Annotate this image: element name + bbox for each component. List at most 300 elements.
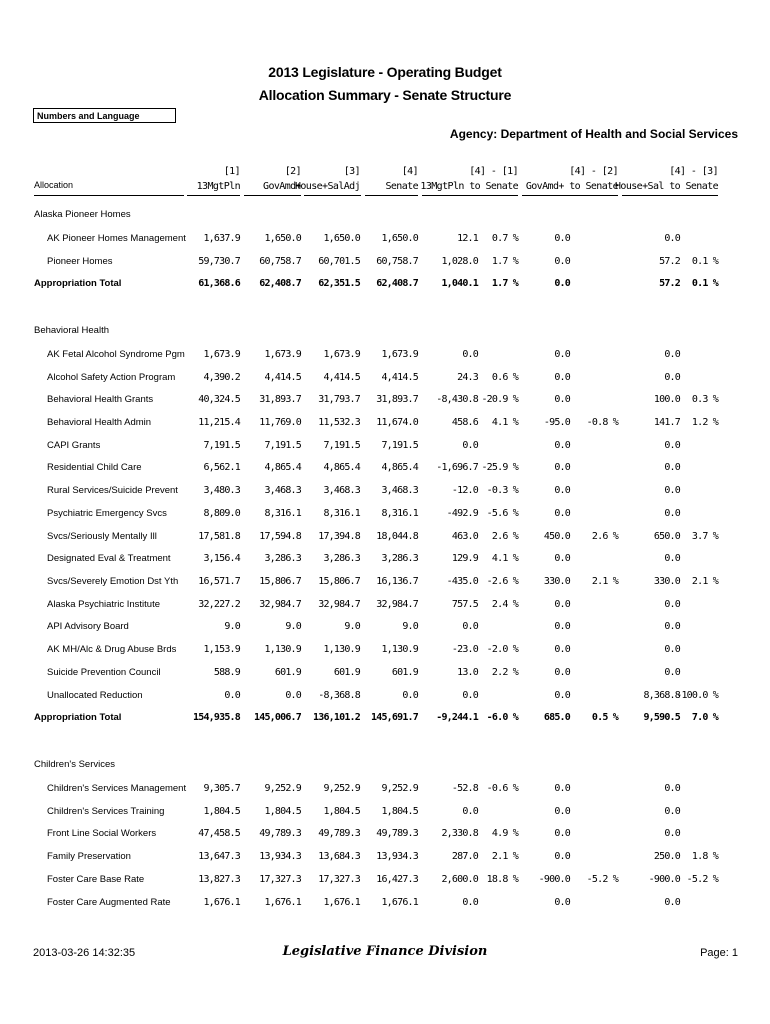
cell-value: 32,984.7 xyxy=(376,599,418,610)
row-label: Foster Care Base Rate xyxy=(47,874,145,885)
row-label: CAPI Grants xyxy=(47,440,101,451)
cell-value: 32,984.7 xyxy=(259,599,301,610)
cell-value: 0.0 xyxy=(554,621,570,632)
row-label: Children's Services Management xyxy=(47,783,187,794)
cell-value: 2.1 % xyxy=(591,576,618,587)
cell-value: 49,789.3 xyxy=(318,828,360,839)
cell-value: 129.9 xyxy=(451,553,478,564)
cell-value: 0.0 xyxy=(664,828,680,839)
cell-value: 330.0 xyxy=(653,576,680,587)
header-rule xyxy=(622,195,718,196)
cell-value: 2.6 % xyxy=(491,531,518,542)
cell-value: 0.0 xyxy=(554,462,570,473)
row-label: Appropriation Total xyxy=(34,278,122,289)
cell-value: 0.0 xyxy=(554,508,570,519)
header-c4-name: Senate xyxy=(385,181,418,192)
cell-value: 1,673.9 xyxy=(203,349,240,360)
row-label: Residential Child Care xyxy=(47,462,142,473)
cell-value: 1,676.1 xyxy=(323,897,360,908)
cell-value: 2,330.8 xyxy=(441,828,478,839)
table-row xyxy=(0,233,770,251)
cell-value: 601.9 xyxy=(391,667,418,678)
numbers-language-tag: Numbers and Language xyxy=(33,108,176,123)
cell-value: 136,101.2 xyxy=(313,712,360,723)
section-header xyxy=(0,759,770,777)
cell-value: 47,458.5 xyxy=(198,828,240,839)
row-label: Behavioral Health Grants xyxy=(47,394,154,405)
cell-value: 0.0 xyxy=(554,233,570,244)
table-row xyxy=(0,851,770,869)
cell-value: 57.2 xyxy=(659,278,680,289)
cell-value: -23.0 xyxy=(451,644,478,655)
cell-value: 0.0 xyxy=(224,690,240,701)
cell-value: 0.0 xyxy=(664,233,680,244)
cell-value: 32,984.7 xyxy=(318,599,360,610)
cell-value: 0.0 xyxy=(462,349,478,360)
cell-value: 13.0 xyxy=(457,667,478,678)
section-header xyxy=(0,209,770,227)
row-label: Svcs/Severely Emotion Dst Yth xyxy=(47,576,179,587)
cell-value: 1,040.1 xyxy=(441,278,478,289)
cell-value: 24.3 xyxy=(457,372,478,383)
cell-value: 60,701.5 xyxy=(318,256,360,267)
cell-value: 4,414.5 xyxy=(264,372,301,383)
cell-value: 0.6 % xyxy=(491,372,518,383)
cell-value: 0.0 xyxy=(664,667,680,678)
cell-value: 100.0 xyxy=(653,394,680,405)
appropriation-total-row xyxy=(0,712,770,730)
cell-value: 0.0 xyxy=(554,349,570,360)
cell-value: 0.0 xyxy=(554,783,570,794)
cell-value: 1.2 % xyxy=(691,417,718,428)
cell-value: -20.9 % xyxy=(481,394,518,405)
table-row xyxy=(0,485,770,503)
cell-value: 0.5 % xyxy=(591,712,618,723)
cell-value: 0.0 xyxy=(554,828,570,839)
cell-value: 1,130.9 xyxy=(264,644,301,655)
cell-value: 15,806.7 xyxy=(259,576,301,587)
table-row xyxy=(0,874,770,892)
row-label: Rural Services/Suicide Prevent xyxy=(47,485,178,496)
table-row xyxy=(0,576,770,594)
cell-value: 0.0 xyxy=(664,462,680,473)
cell-value: 9,252.9 xyxy=(381,783,418,794)
cell-value: 9.0 xyxy=(344,621,360,632)
section-title: Alaska Pioneer Homes xyxy=(34,209,131,220)
cell-value: 601.9 xyxy=(274,667,301,678)
cell-value: 8,316.1 xyxy=(381,508,418,519)
cell-value: -25.9 % xyxy=(481,462,518,473)
cell-value: 141.7 xyxy=(653,417,680,428)
table-row xyxy=(0,417,770,435)
cell-value: 154,935.8 xyxy=(193,712,240,723)
cell-value: 13,684.3 xyxy=(318,851,360,862)
table-row xyxy=(0,599,770,617)
cell-value: 49,789.3 xyxy=(376,828,418,839)
cell-value: 0.0 xyxy=(554,553,570,564)
cell-value: 2.4 % xyxy=(491,599,518,610)
cell-value: 1,650.0 xyxy=(381,233,418,244)
row-label: Psychiatric Emergency Svcs xyxy=(47,508,167,519)
cell-value: 2.2 % xyxy=(491,667,518,678)
cell-value: 2.1 % xyxy=(491,851,518,862)
table-row xyxy=(0,690,770,708)
header-rule xyxy=(522,195,618,196)
report-subtitle: Allocation Summary - Senate Structure xyxy=(258,87,512,103)
header-rule xyxy=(365,195,418,196)
cell-value: 463.0 xyxy=(451,531,478,542)
cell-value: 450.0 xyxy=(543,531,570,542)
cell-value: 0.0 xyxy=(664,508,680,519)
row-label: API Advisory Board xyxy=(47,621,129,632)
cell-value: 3,468.3 xyxy=(264,485,301,496)
cell-value: 8,316.1 xyxy=(264,508,301,519)
cell-value: 9.0 xyxy=(285,621,301,632)
row-label: Children's Services Training xyxy=(47,806,165,817)
cell-value: 13,934.3 xyxy=(259,851,301,862)
report-title: 2013 Legislature - Operating Budget xyxy=(268,64,502,80)
cell-value: 61,368.6 xyxy=(198,278,240,289)
cell-value: 0.0 xyxy=(664,806,680,817)
cell-value: 17,327.3 xyxy=(318,874,360,885)
cell-value: 31,893.7 xyxy=(376,394,418,405)
header-c4-num: [4] xyxy=(401,166,418,177)
cell-value: 0.0 xyxy=(664,440,680,451)
cell-value: -492.9 xyxy=(446,508,478,519)
cell-value: 1,673.9 xyxy=(264,349,301,360)
cell-value: 49,789.3 xyxy=(259,828,301,839)
cell-value: -435.0 xyxy=(446,576,478,587)
cell-value: 32,227.2 xyxy=(198,599,240,610)
cell-value: 0.0 xyxy=(554,644,570,655)
cell-value: 2.6 % xyxy=(591,531,618,542)
cell-value: 4,414.5 xyxy=(381,372,418,383)
cell-value: 0.0 xyxy=(554,851,570,862)
row-label: Appropriation Total xyxy=(34,712,122,723)
header-c2-name: GovAmd+ xyxy=(263,181,301,192)
header-allocation: Allocation xyxy=(34,180,74,190)
cell-value: 0.0 xyxy=(554,690,570,701)
cell-value: 7,191.5 xyxy=(203,440,240,451)
cell-value: 0.0 xyxy=(554,599,570,610)
header-d1-num: [4] - [1] xyxy=(469,166,518,177)
table-row xyxy=(0,667,770,685)
table-row xyxy=(0,644,770,662)
cell-value: 0.0 xyxy=(664,621,680,632)
cell-value: 330.0 xyxy=(543,576,570,587)
row-label: Designated Eval & Treatment xyxy=(47,553,171,564)
cell-value: -5.2 % xyxy=(686,874,718,885)
header-rule xyxy=(244,195,301,196)
header-rule xyxy=(187,195,240,196)
cell-value: 16,427.3 xyxy=(376,874,418,885)
cell-value: 12.1 xyxy=(457,233,478,244)
cell-value: 7,191.5 xyxy=(323,440,360,451)
cell-value: 16,571.7 xyxy=(198,576,240,587)
cell-value: 1,028.0 xyxy=(441,256,478,267)
row-label: Alcohol Safety Action Program xyxy=(47,372,176,383)
cell-value: 0.0 xyxy=(664,599,680,610)
cell-value: 1.7 % xyxy=(491,278,518,289)
row-label: Front Line Social Workers xyxy=(47,828,157,839)
cell-value: 1,153.9 xyxy=(203,644,240,655)
cell-value: 16,136.7 xyxy=(376,576,418,587)
section-title: Behavioral Health xyxy=(34,325,109,336)
cell-value: 0.0 xyxy=(664,485,680,496)
row-label: Pioneer Homes xyxy=(47,256,113,267)
cell-value: 4,390.2 xyxy=(203,372,240,383)
row-label: Family Preservation xyxy=(47,851,131,862)
cell-value: 7,191.5 xyxy=(264,440,301,451)
table-row xyxy=(0,508,770,526)
cell-value: 3,156.4 xyxy=(203,553,240,564)
cell-value: 1,804.5 xyxy=(323,806,360,817)
cell-value: 0.0 xyxy=(664,372,680,383)
cell-value: 1,804.5 xyxy=(203,806,240,817)
cell-value: 15,806.7 xyxy=(318,576,360,587)
header-rule xyxy=(34,195,184,196)
cell-value: 13,934.3 xyxy=(376,851,418,862)
cell-value: 0.0 xyxy=(664,553,680,564)
cell-value: 145,691.7 xyxy=(371,712,418,723)
row-label: Foster Care Augmented Rate xyxy=(47,897,171,908)
cell-value: 13,827.3 xyxy=(198,874,240,885)
table-row xyxy=(0,372,770,390)
table-row xyxy=(0,897,770,915)
cell-value: 0.0 xyxy=(664,349,680,360)
section-title: Children's Services xyxy=(34,759,116,770)
cell-value: 0.0 xyxy=(285,690,301,701)
cell-value: 11,215.4 xyxy=(198,417,240,428)
cell-value: 287.0 xyxy=(451,851,478,862)
cell-value: 6,562.1 xyxy=(203,462,240,473)
cell-value: -100.0 % xyxy=(676,690,718,701)
header-rule xyxy=(304,195,361,196)
cell-value: 1,130.9 xyxy=(323,644,360,655)
cell-value: 3,286.3 xyxy=(323,553,360,564)
cell-value: 0.0 xyxy=(554,485,570,496)
cell-value: 17,394.8 xyxy=(318,531,360,542)
cell-value: 4,865.4 xyxy=(381,462,418,473)
table-row xyxy=(0,256,770,274)
cell-value: 145,006.7 xyxy=(254,712,301,723)
cell-value: 0.0 xyxy=(554,256,570,267)
cell-value: 18.8 % xyxy=(486,874,518,885)
cell-value: 62,408.7 xyxy=(259,278,301,289)
table-row xyxy=(0,828,770,846)
cell-value: 1.8 % xyxy=(691,851,718,862)
cell-value: 1,676.1 xyxy=(381,897,418,908)
cell-value: 59,730.7 xyxy=(198,256,240,267)
table-row xyxy=(0,621,770,639)
cell-value: 3,468.3 xyxy=(323,485,360,496)
cell-value: 1,650.0 xyxy=(323,233,360,244)
header-d2-name: GovAmd+ to Senate xyxy=(525,181,618,192)
cell-value: 0.3 % xyxy=(691,394,718,405)
footer-timestamp: 2013-03-26 14:32:35 xyxy=(33,947,136,959)
section-header xyxy=(0,325,770,343)
cell-value: 0.0 xyxy=(664,644,680,655)
cell-value: 757.5 xyxy=(451,599,478,610)
cell-value: 1,676.1 xyxy=(264,897,301,908)
row-label: Alaska Psychiatric Institute xyxy=(47,599,160,610)
cell-value: 601.9 xyxy=(333,667,360,678)
cell-value: 0.0 xyxy=(664,897,680,908)
cell-value: 0.0 xyxy=(664,783,680,794)
table-row xyxy=(0,394,770,412)
cell-value: 17,581.8 xyxy=(198,531,240,542)
agency-label: Agency: Department of Health and Social Services xyxy=(449,127,738,141)
cell-value: 0.0 xyxy=(554,897,570,908)
cell-value: -1,696.7 xyxy=(436,462,478,473)
cell-value: -12.0 xyxy=(451,485,478,496)
cell-value: 31,893.7 xyxy=(259,394,301,405)
cell-value: 4.9 % xyxy=(491,828,518,839)
header-c3-name: House+SalAdj xyxy=(294,181,360,192)
cell-value: 60,758.7 xyxy=(259,256,301,267)
cell-value: -8,368.8 xyxy=(318,690,360,701)
header-rule xyxy=(422,195,518,196)
cell-value: 8,809.0 xyxy=(203,508,240,519)
cell-value: -900.0 xyxy=(648,874,680,885)
cell-value: 3.7 % xyxy=(691,531,718,542)
cell-value: 1,804.5 xyxy=(381,806,418,817)
table-row xyxy=(0,349,770,367)
cell-value: -8,430.8 xyxy=(436,394,478,405)
row-label: AK MH/Alc & Drug Abuse Brds xyxy=(47,644,177,655)
header-d3-name: House+Sal to Senate xyxy=(615,181,718,192)
cell-value: 8,316.1 xyxy=(323,508,360,519)
cell-value: 40,324.5 xyxy=(198,394,240,405)
table-row xyxy=(0,553,770,571)
cell-value: 9,252.9 xyxy=(264,783,301,794)
table-row xyxy=(0,440,770,458)
cell-value: 0.0 xyxy=(554,806,570,817)
header-d2-num: [4] - [2] xyxy=(569,166,618,177)
header-c1-num: [1] xyxy=(223,166,240,177)
cell-value: 9,590.5 xyxy=(643,712,680,723)
cell-value: 11,769.0 xyxy=(259,417,301,428)
cell-value: 3,286.3 xyxy=(264,553,301,564)
cell-value: 60,758.7 xyxy=(376,256,418,267)
footer-page-number: Page: 1 xyxy=(700,947,738,959)
cell-value: 458.6 xyxy=(451,417,478,428)
cell-value: -6.0 % xyxy=(486,712,518,723)
cell-value: 0.0 xyxy=(462,690,478,701)
header-c1-name: 13MgtPln xyxy=(196,181,240,192)
cell-value: 0.0 xyxy=(554,440,570,451)
cell-value: 685.0 xyxy=(543,712,570,723)
row-label: Behavioral Health Admin xyxy=(47,417,152,428)
cell-value: -52.8 xyxy=(451,783,478,794)
row-label: AK Pioneer Homes Management xyxy=(47,233,186,244)
cell-value: 588.9 xyxy=(213,667,240,678)
cell-value: 1,804.5 xyxy=(264,806,301,817)
cell-value: 7,191.5 xyxy=(381,440,418,451)
header-c2-num: [2] xyxy=(284,166,301,177)
cell-value: 3,480.3 xyxy=(203,485,240,496)
cell-value: 17,594.8 xyxy=(259,531,301,542)
cell-value: 8,368.8 xyxy=(643,690,680,701)
cell-value: 18,044.8 xyxy=(376,531,418,542)
cell-value: 17,327.3 xyxy=(259,874,301,885)
cell-value: 2,600.0 xyxy=(441,874,478,885)
cell-value: -2.6 % xyxy=(486,576,518,587)
cell-value: 2.1 % xyxy=(691,576,718,587)
header-c3-num: [3] xyxy=(343,166,360,177)
cell-value: -95.0 xyxy=(543,417,570,428)
appropriation-total-row xyxy=(0,278,770,296)
cell-value: 13,647.3 xyxy=(198,851,240,862)
cell-value: 1,130.9 xyxy=(381,644,418,655)
cell-value: 1,650.0 xyxy=(264,233,301,244)
cell-value: 7.0 % xyxy=(691,712,718,723)
cell-value: 31,793.7 xyxy=(318,394,360,405)
cell-value: 250.0 xyxy=(653,851,680,862)
cell-value: 650.0 xyxy=(653,531,680,542)
table-row xyxy=(0,783,770,801)
cell-value: 57.2 xyxy=(659,256,680,267)
cell-value: 3,286.3 xyxy=(381,553,418,564)
table-row xyxy=(0,806,770,824)
cell-value: 11,674.0 xyxy=(376,417,418,428)
footer-division-logo: Legislative Finance Division xyxy=(282,944,488,959)
cell-value: 0.7 % xyxy=(491,233,518,244)
row-label: Suicide Prevention Council xyxy=(47,667,161,678)
row-label: AK Fetal Alcohol Syndrome Pgm xyxy=(47,349,185,360)
cell-value: 0.0 xyxy=(554,372,570,383)
header-d3-num: [4] - [3] xyxy=(669,166,718,177)
cell-value: 9,252.9 xyxy=(323,783,360,794)
cell-value: 1,637.9 xyxy=(203,233,240,244)
cell-value: 0.1 % xyxy=(691,256,718,267)
header-d1-name: 13MgtPln to Senate xyxy=(420,181,518,192)
cell-value: 11,532.3 xyxy=(318,417,360,428)
cell-value: -2.0 % xyxy=(486,644,518,655)
table-row xyxy=(0,462,770,480)
cell-value: 4,865.4 xyxy=(264,462,301,473)
cell-value: -0.8 % xyxy=(586,417,618,428)
cell-value: 0.0 xyxy=(462,440,478,451)
cell-value: -0.3 % xyxy=(486,485,518,496)
cell-value: 0.0 xyxy=(462,897,478,908)
cell-value: 0.1 % xyxy=(691,278,718,289)
cell-value: 3,468.3 xyxy=(381,485,418,496)
cell-value: 0.0 xyxy=(462,806,478,817)
cell-value: 1,676.1 xyxy=(203,897,240,908)
cell-value: -5.2 % xyxy=(586,874,618,885)
cell-value: 9,305.7 xyxy=(203,783,240,794)
row-label: Unallocated Reduction xyxy=(47,690,143,701)
cell-value: 9.0 xyxy=(224,621,240,632)
cell-value: -900.0 xyxy=(538,874,570,885)
cell-value: 0.0 xyxy=(554,278,570,289)
cell-value: 4,414.5 xyxy=(323,372,360,383)
cell-value: 62,408.7 xyxy=(376,278,418,289)
cell-value: 4.1 % xyxy=(491,553,518,564)
cell-value: 4.1 % xyxy=(491,417,518,428)
row-label: Svcs/Seriously Mentally Ill xyxy=(47,531,157,542)
cell-value: 1,673.9 xyxy=(381,349,418,360)
cell-value: 0.0 xyxy=(554,667,570,678)
cell-value: 0.0 xyxy=(462,621,478,632)
cell-value: 0.0 xyxy=(402,690,418,701)
cell-value: 1,673.9 xyxy=(323,349,360,360)
cell-value: 62,351.5 xyxy=(318,278,360,289)
cell-value: 9.0 xyxy=(402,621,418,632)
cell-value: 1.7 % xyxy=(491,256,518,267)
cell-value: -0.6 % xyxy=(486,783,518,794)
